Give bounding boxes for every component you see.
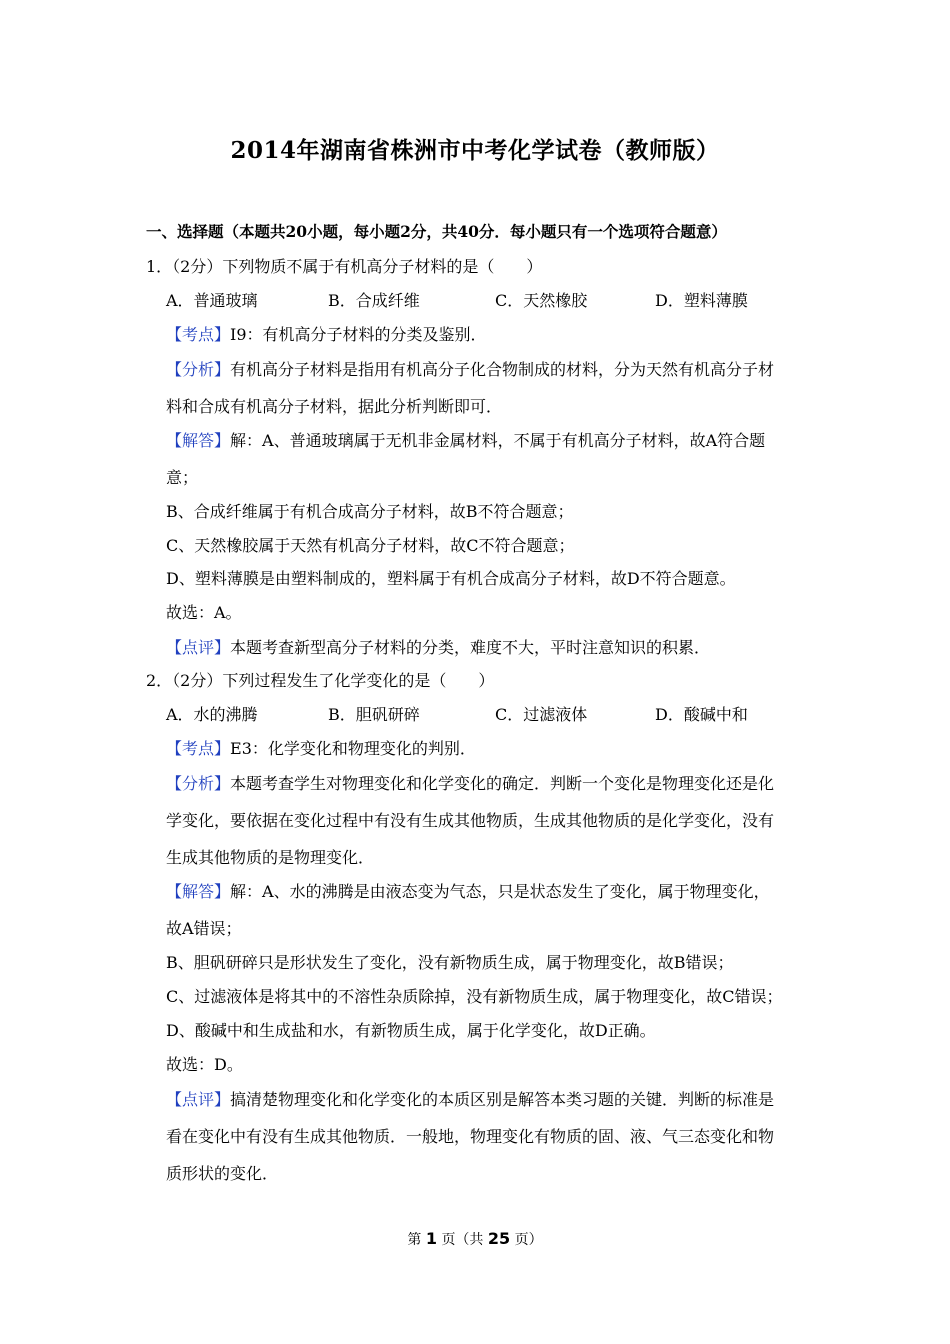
q1-kaodian: [166, 324, 487, 346]
footer-page-number: 1: [425, 1229, 437, 1248]
q2-jieda-text-5: D、酸碱中和生成盐和水，有新物质生成，属于化学变化，故D正确。: [166, 1021, 656, 1040]
q2-option-c: C．过滤液体: [495, 705, 588, 724]
q1-jieda-text-2: 意；: [166, 468, 199, 487]
q2-fenxi-text-2: 学变化，要依据在变化过程中有没有生成其他物质，生成其他物质的是化学变化，没有: [166, 811, 775, 830]
jieda-tag: 【解答】: [166, 882, 231, 901]
q2-fenxi: [166, 773, 774, 795]
q1-option-d: D．塑料薄膜: [655, 291, 748, 310]
q2-option-b: B．胆矾研碎: [328, 705, 420, 724]
dianping-tag: 【点评】: [166, 638, 231, 657]
q1-jieda-text-6: 故选：A。: [166, 603, 242, 622]
q2-kaodian-text: E3：化学变化和物理变化的判别．: [230, 739, 476, 758]
footer-prefix: 第: [407, 1232, 422, 1248]
q2-option-a: A．水的沸腾: [166, 705, 258, 724]
q2-jieda-text-4: C、过滤液体是将其中的不溶性杂质除掉，没有新物质生成，属于物理变化，故C错误；: [166, 987, 783, 1006]
q2-jieda-text-3: B、胆矾研碎只是形状发生了变化，没有新物质生成，属于物理变化，故B错误；: [166, 953, 734, 972]
q1-jieda-text-1: 解：A、普通玻璃属于无机非金属材料，不属于有机高分子材料，故A符合题: [230, 431, 766, 450]
page-title: 2014年湖南省株洲市中考化学试卷（教师版）: [230, 137, 720, 164]
q2-dianping-text-3: 质形状的变化．: [166, 1164, 279, 1183]
fenxi-tag: 【分析】: [166, 360, 231, 379]
q2-jieda-text-2: 故A错误；: [166, 919, 242, 938]
footer-suffix: 页）: [514, 1232, 543, 1248]
q1-jieda-text-4: C、天然橡胶属于天然有机高分子材料，故C不符合题意；: [166, 536, 575, 555]
q2-stem: 2．（2分）下列过程发生了化学变化的是（ ）: [146, 671, 495, 690]
kaodian-tag: 【考点】: [166, 325, 231, 344]
q1-kaodian-text: I9：有机高分子材料的分类及鉴别．: [230, 325, 487, 344]
jieda-tag: 【解答】: [166, 431, 231, 450]
footer-mid: 页（共: [441, 1232, 484, 1248]
q2-jieda: [166, 881, 770, 903]
q1-fenxi: [166, 359, 774, 381]
page-footer: [0, 1228, 950, 1251]
dianping-tag: 【点评】: [166, 1090, 231, 1109]
q2-dianping-text-2: 看在变化中有没有生成其他物质．一般地，物理变化有物质的固、液、气三态变化和物: [166, 1127, 775, 1146]
q1-option-b: B．合成纤维: [328, 291, 420, 310]
section-heading: 一、选择题（本题共20小题，每小题2分，共40分．每小题只有一个选项符合题意）: [146, 222, 727, 241]
q2-jieda-text-1: 解：A、水的沸腾是由液态变为气态，只是状态发生了变化，属于物理变化，: [230, 882, 770, 901]
q2-dianping: [166, 1089, 774, 1111]
q1-option-a: A．普通玻璃: [166, 291, 258, 310]
kaodian-tag: 【考点】: [166, 739, 231, 758]
q2-fenxi-text-3: 生成其他物质的是物理变化．: [166, 848, 375, 867]
q1-jieda-text-3: B、合成纤维属于有机合成高分子材料，故B不符合题意；: [166, 502, 574, 521]
q1-fenxi-text-1: 有机高分子材料是指用有机高分子化合物制成的材料，分为天然有机高分子材: [230, 360, 775, 379]
q2-fenxi-text-1: 本题考查学生对物理变化和化学变化的确定．判断一个变化是物理变化还是化: [230, 774, 775, 793]
q1-dianping: [166, 637, 710, 659]
fenxi-tag: 【分析】: [166, 774, 231, 793]
q2-jieda-text-6: 故选：D。: [166, 1055, 243, 1074]
footer-total-pages: 25: [487, 1229, 511, 1248]
q2-dianping-text-1: 搞清楚物理变化和化学变化的本质区别是解答本类习题的关键．判断的标准是: [230, 1090, 775, 1109]
q2-option-d: D．酸碱中和: [655, 705, 748, 724]
q1-fenxi-text-2: 料和合成有机高分子材料，据此分析判断即可．: [166, 397, 503, 416]
q1-stem: 1．（2分）下列物质不属于有机高分子材料的是（ ）: [146, 257, 543, 276]
q1-jieda: [166, 430, 765, 452]
q1-jieda-text-5: D、塑料薄膜是由塑料制成的，塑料属于有机合成高分子材料，故D不符合题意。: [166, 569, 736, 588]
q1-option-c: C．天然橡胶: [495, 291, 588, 310]
q1-dianping-text: 本题考查新型高分子材料的分类，难度不大，平时注意知识的积累．: [230, 638, 711, 657]
q2-kaodian: [166, 738, 476, 760]
